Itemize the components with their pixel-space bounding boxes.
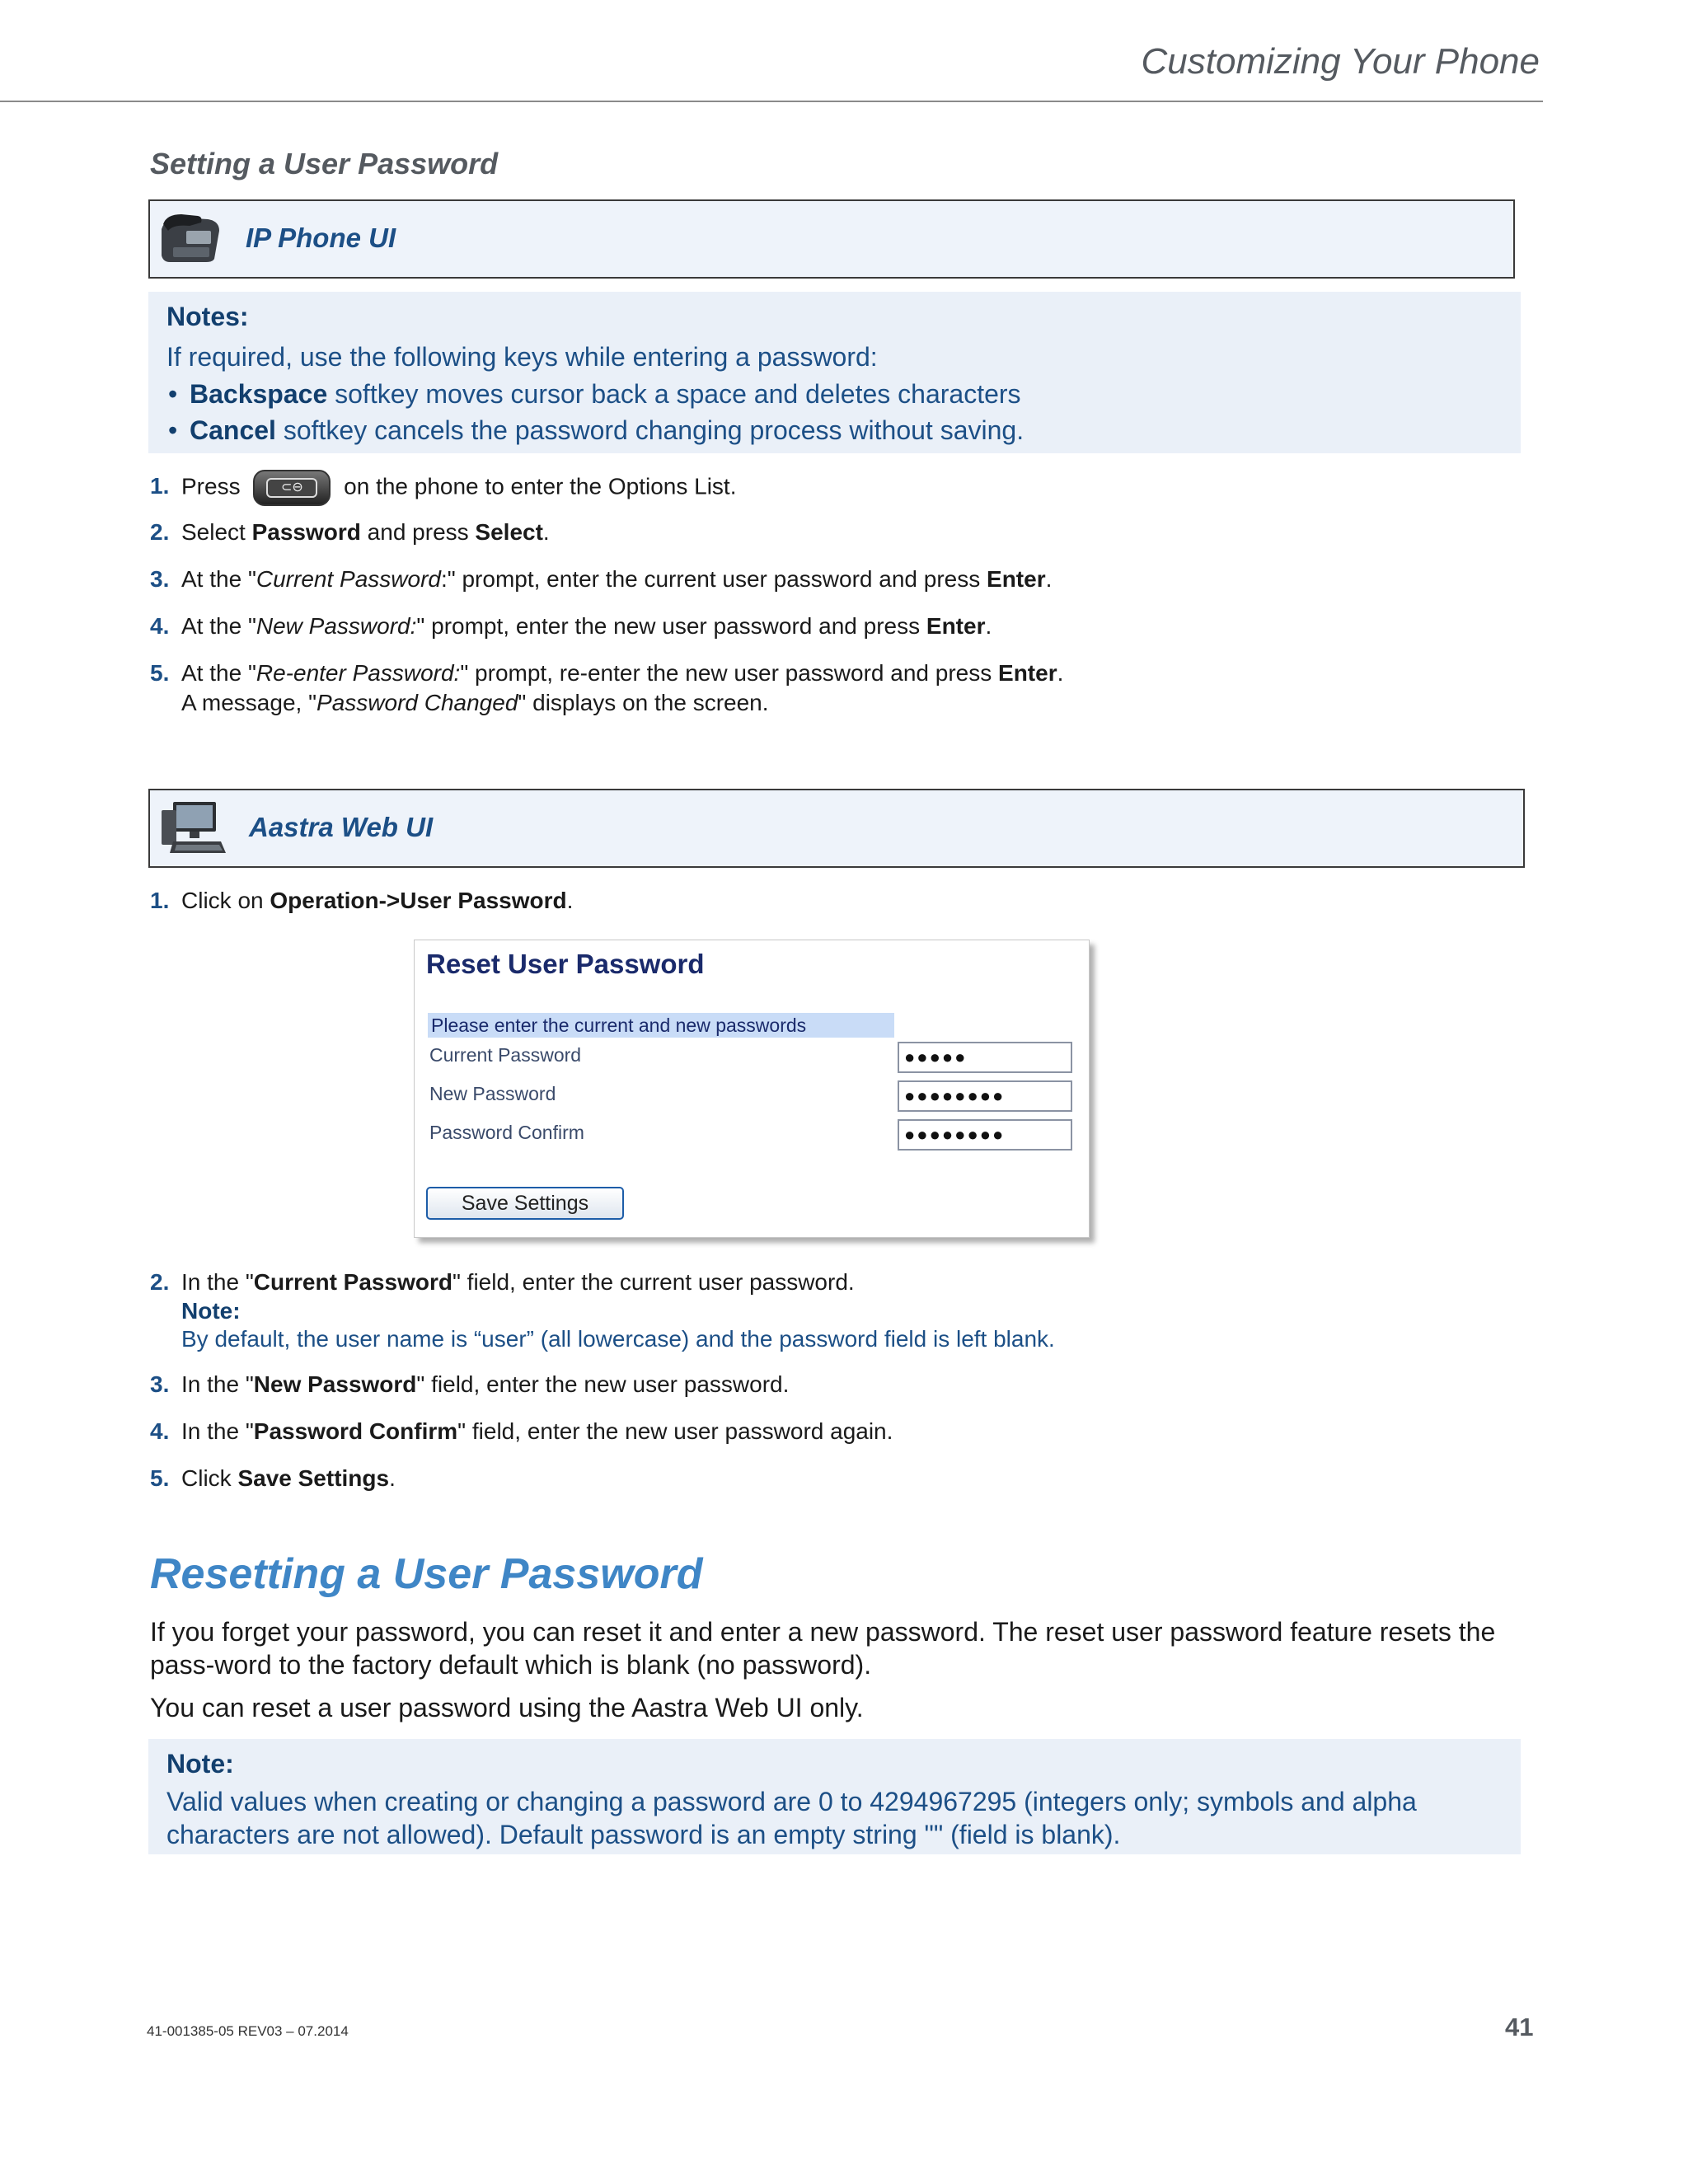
ip-phone-ui-box	[148, 199, 1515, 279]
reset-note-box	[148, 1739, 1521, 1854]
header-divider	[0, 101, 1543, 102]
web-ui-label: Aastra Web UI	[249, 812, 434, 842]
section-heading: Resetting a User Password	[150, 1550, 703, 1598]
web-ui-box	[148, 789, 1525, 868]
web-step-1: 1. Click on Operation->User Password.	[150, 888, 574, 913]
step-1-press-options: 1. Press ⊂⊖ on the phone to enter the Options List.	[150, 470, 736, 506]
save-settings-button[interactable]: Save Settings	[426, 1187, 624, 1220]
step-5-result: A message, "Password Changed" displays on the screen.	[181, 690, 769, 715]
notes-bullet: • Backspace softkey moves cursor back a space and deletes characters	[190, 376, 1503, 412]
reset-note-title: Note:	[166, 1749, 234, 1779]
web-step-3: 3. In the "New Password" field, enter the new user password.	[150, 1371, 790, 1397]
footer-doc-id: 41-001385-05 REV03 – 07.2014	[147, 2023, 349, 2039]
step-4: 4. At the "New Password:" prompt, enter the new user password and press Enter.	[150, 613, 992, 639]
computer-icon	[157, 799, 227, 861]
web-step-2: 2. In the "Current Password" field, enter the current user password. Note: By default, the user name is “user” (all lowercase) and the password field is left blank.	[150, 1269, 1055, 1352]
new-password-input[interactable]: ●●●●●●●●	[898, 1080, 1072, 1112]
notes-bullet-list	[166, 376, 1503, 448]
reset-note-text: Valid values when creating or changing a password are 0 to 4294967295 (integers only; symbols and alpha characters are not allowed). Default password is an empty string "" (field is blank).	[166, 1787, 1417, 1849]
web-step-4: 4. In the "Password Confirm" field, enter the new user password again.	[150, 1418, 893, 1444]
reset-password-screenshot	[414, 940, 1090, 1238]
step-5: 5. At the "Re-enter Password:" prompt, re-enter the new user password and press Enter. A message, "Password Changed" displays on the screen.	[150, 658, 1063, 718]
web-step-5: 5. Click Save Settings.	[150, 1465, 396, 1491]
notes-title: Notes:	[166, 302, 249, 331]
step-2: 2. Select Password and press Select.	[150, 519, 550, 545]
options-key-icon: ⊂⊖	[253, 470, 331, 506]
web-step-2-note: Note: By default, the user name is “user” (all lowercase) and the password field is left blank.	[181, 1298, 1055, 1352]
new-password-label: New Password	[429, 1083, 556, 1104]
notes-bullet: • Cancel softkey cancels the password changing process without saving.	[190, 412, 1503, 448]
password-confirm-label: Password Confirm	[429, 1122, 584, 1143]
section-subheading: Setting a User Password	[150, 147, 499, 180]
running-header: Customizing Your Phone	[1141, 41, 1540, 82]
page-number: 41	[1505, 2013, 1534, 2041]
ip-phone-ui-label: IP Phone UI	[246, 223, 396, 253]
current-password-input[interactable]: ●●●●●	[898, 1042, 1072, 1073]
screenshot-instructions: Please enter the current and new passwords	[428, 1013, 894, 1038]
ip-phone-icon	[157, 213, 224, 265]
password-confirm-input[interactable]: ●●●●●●●●	[898, 1119, 1072, 1151]
reset-paragraph-2: You can reset a user password using the Aastra Web UI only.	[150, 1693, 864, 1722]
screenshot-title: Reset User Password	[426, 949, 705, 979]
reset-paragraph-1: If you forget your password, you can reset it and enter a new password. The reset user password feature resets the pass-word to the factory default which is blank (no password).	[150, 1617, 1496, 1680]
step-3: 3. At the "Current Password:" prompt, enter the current user password and press Enter.	[150, 566, 1053, 592]
notes-box	[148, 292, 1521, 453]
notes-intro: If required, use the following keys while entering a password:	[166, 342, 878, 372]
current-password-label: Current Password	[429, 1044, 582, 1066]
